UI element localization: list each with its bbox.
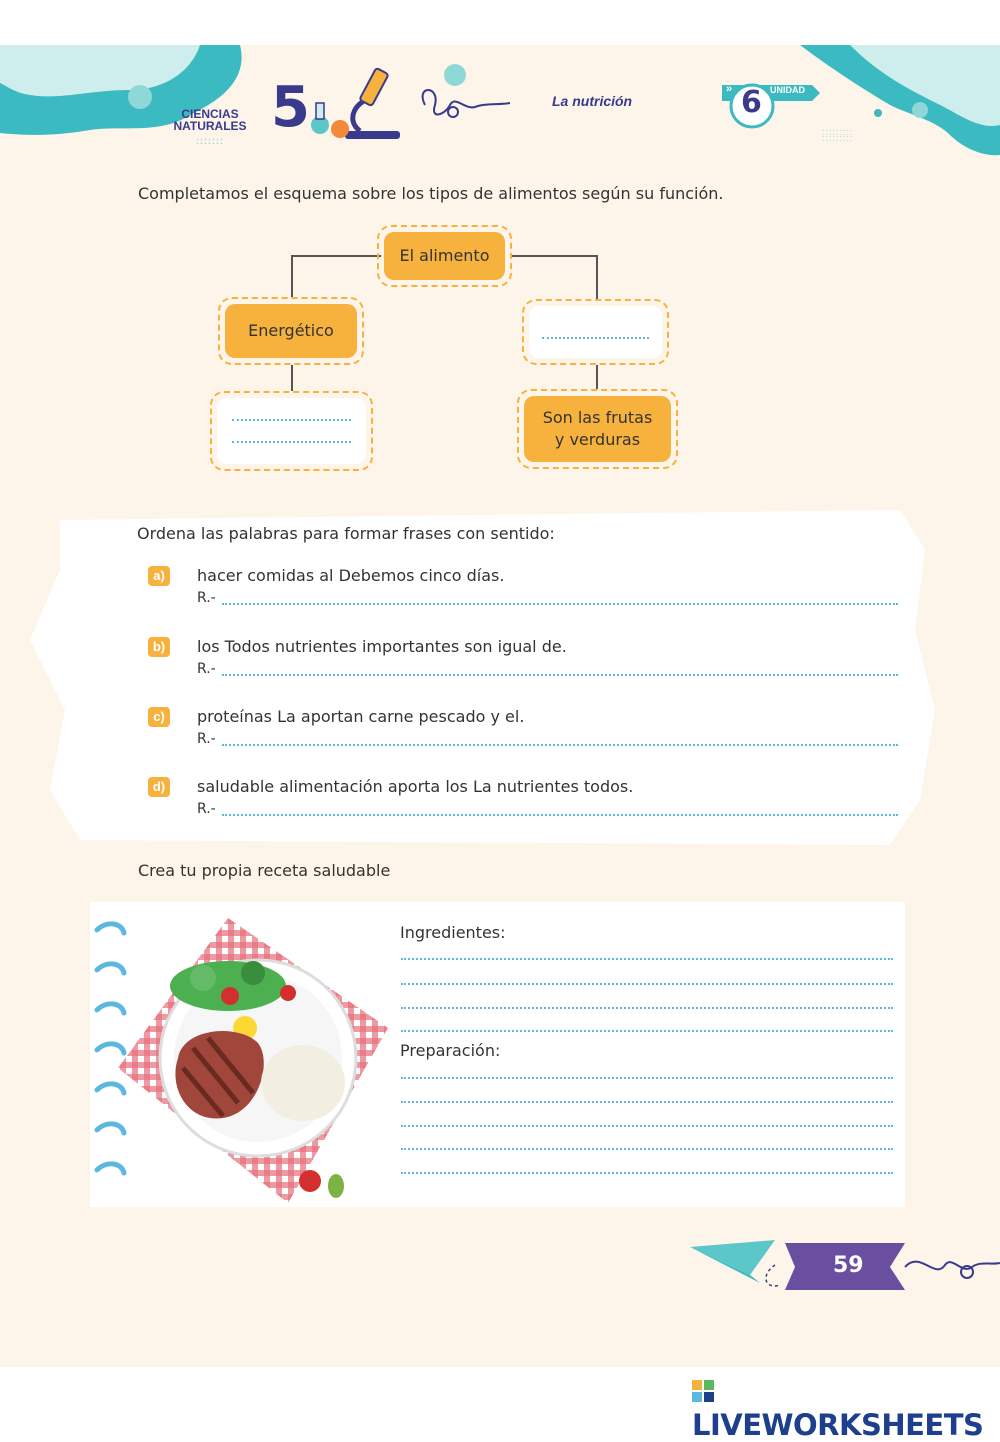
answer-field-left[interactable] [217,398,366,464]
response-prefix: R.- [197,801,216,817]
node-blank-left [210,391,373,471]
topic-title: La nutrición [552,93,633,109]
page-number: 59 [833,1253,864,1278]
connector [291,365,293,391]
subject-line2: NATURALES [173,119,247,133]
preparation-line-5[interactable] [401,1172,893,1174]
ingredients-line-1[interactable] [401,958,893,960]
grade-number: 5 [271,75,310,140]
preparation-line-1[interactable] [401,1077,893,1079]
answer-line-a[interactable] [222,603,898,605]
connector [291,255,293,297]
node-blank-right [522,299,669,365]
node-energetico [218,297,364,365]
node-energetico-label: Energético [225,304,357,358]
item-question: saludable alimentación aporta los La nutrientes todos. [197,777,634,796]
answer-line-c[interactable] [222,744,898,746]
unit-number: 6 [741,85,762,120]
connector [596,255,598,299]
unit-label: UNIDAD [770,85,805,95]
node-root-label: El alimento [384,232,505,280]
preparation-line-3[interactable] [401,1125,893,1127]
preparation-line-4[interactable] [401,1148,893,1150]
brush-background [20,510,940,850]
ingredients-line-3[interactable] [401,1007,893,1009]
ingredients-line-4[interactable] [401,1030,893,1032]
item-letter: a) [148,566,170,586]
microscope-icon [305,65,515,145]
preparation-label: Preparación: [400,1041,501,1060]
liveworksheets-logo[interactable] [692,1374,1000,1442]
node-frutas-verduras [517,389,678,469]
ordering-instruction: Ordena las palabras para formar frases con sentido: [137,524,555,543]
brand-text: LIVEWORKSHEETS [692,1408,984,1442]
item-question: hacer comidas al Debemos cinco días. [197,566,505,585]
node-frutas-line1: Son las frutas [542,408,653,427]
item-letter: d) [148,777,170,797]
item-letter: b) [148,637,170,657]
response-prefix: R.- [197,661,216,677]
connector [291,255,381,257]
connector [510,255,597,257]
preparation-line-2[interactable] [401,1101,893,1103]
answer-line-d[interactable] [222,814,898,816]
node-frutas-label [524,396,671,462]
response-prefix: R.- [197,731,216,747]
worksheet-page [0,45,1000,1367]
answer-field-right[interactable] [529,306,662,358]
subject-title [168,108,252,147]
dots-right: ::::::::: ::::::::: [822,127,854,143]
unit-arrows: » [726,83,733,95]
scheme-instruction: Completamos el esquema sobre los tipos de alimentos según su función. [138,184,724,203]
subject-line1: CIENCIAS [181,107,239,121]
answer-line-b[interactable] [222,674,898,676]
connector [596,365,598,389]
node-root [377,225,512,287]
subject-dots: ::::::: [196,136,224,146]
plate-illustration [108,918,398,1248]
item-question: los Todos nutrientes importantes son igual de. [197,637,567,656]
item-question: proteínas La aportan carne pescado y el. [197,707,525,726]
ingredients-label: Ingredientes: [400,923,506,942]
response-prefix: R.- [197,590,216,606]
recipe-instruction: Crea tu propia receta saludable [138,861,391,880]
item-letter: c) [148,707,170,727]
ingredients-line-2[interactable] [401,983,893,985]
node-frutas-line2: y verduras [554,430,641,449]
liveworksheets-icon [692,1380,714,1402]
